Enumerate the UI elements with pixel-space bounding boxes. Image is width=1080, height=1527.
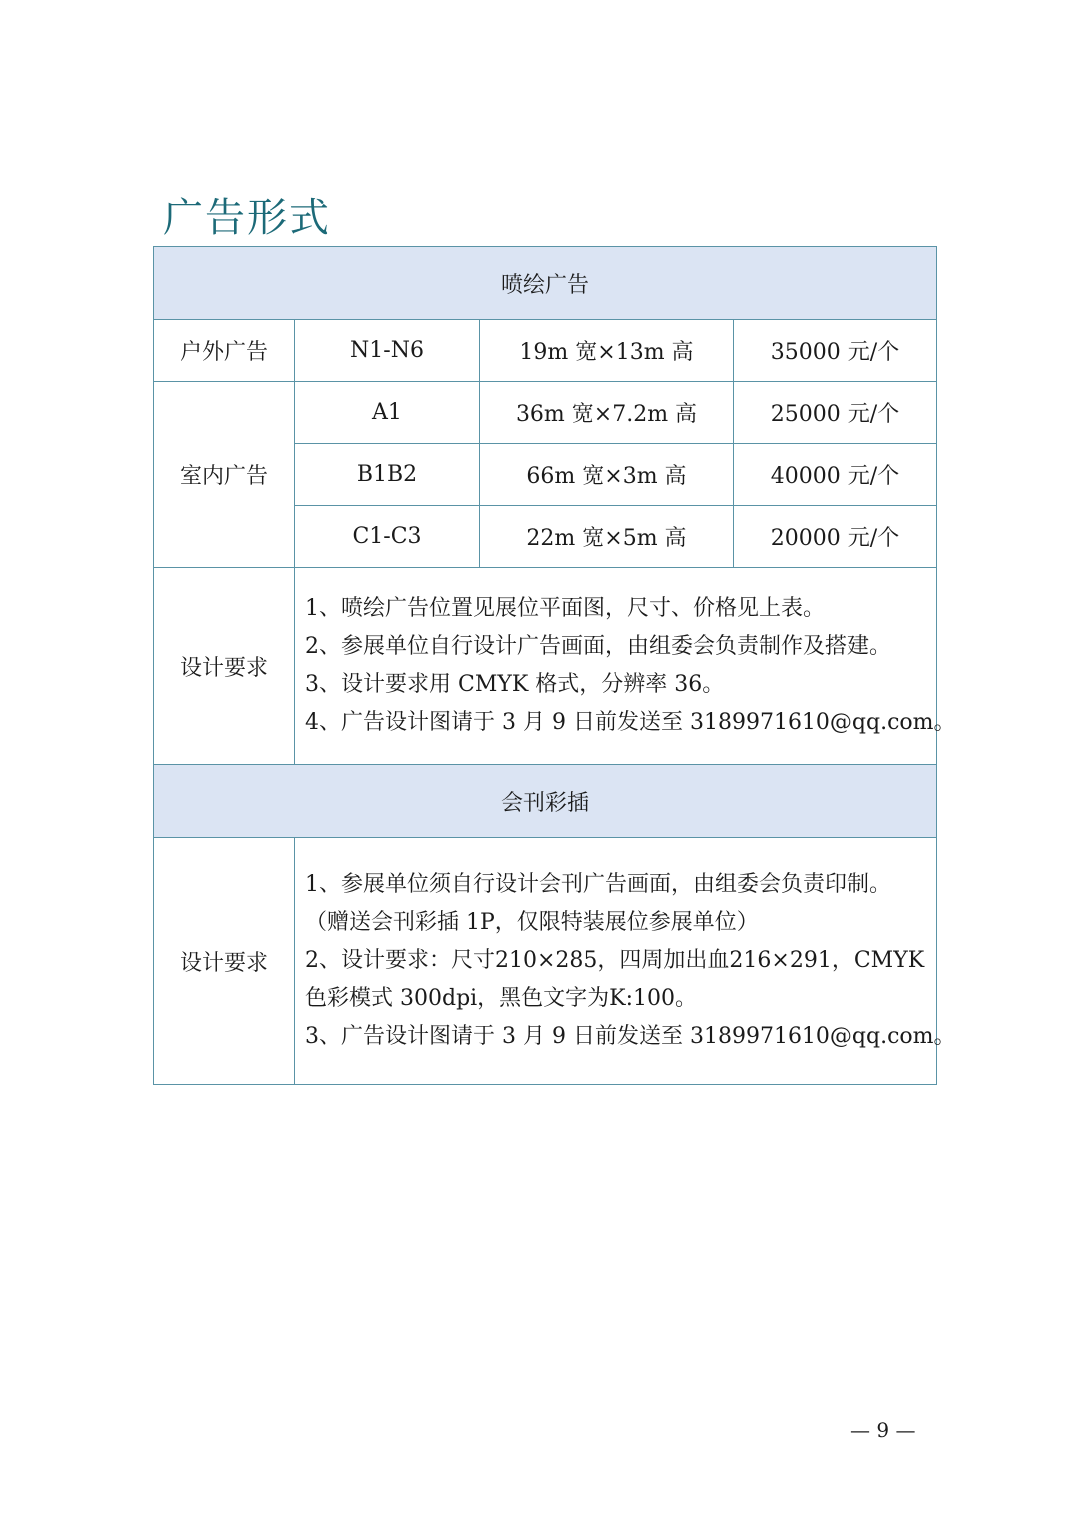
magazine-header-cell: 会刊彩插 bbox=[154, 765, 937, 838]
spray-design-requirements bbox=[295, 568, 956, 765]
magazine-design-requirements bbox=[295, 838, 956, 1085]
ad-price: 25000 元/个 bbox=[734, 382, 937, 444]
requirement-line: 3、广告设计图请于 3 月 9 日前发送至 3189971610@qq.com。 bbox=[305, 1024, 956, 1049]
table-row bbox=[154, 838, 937, 1085]
ad-size: 19m 宽×13m 高 bbox=[480, 320, 734, 382]
table-row bbox=[154, 382, 937, 444]
ad-size: 36m 宽×7.2m 高 bbox=[480, 382, 734, 444]
ad-code: C1-C3 bbox=[295, 506, 480, 568]
table-row bbox=[154, 320, 937, 382]
ad-size: 66m 宽×3m 高 bbox=[480, 444, 734, 506]
ad-code: B1B2 bbox=[295, 444, 480, 506]
outdoor-label: 户外广告 bbox=[154, 320, 295, 382]
requirement-line: 1、喷绘广告位置见展位平面图，尺寸、价格见上表。 bbox=[305, 596, 825, 621]
advertising-table bbox=[153, 246, 956, 1085]
requirement-line: 3、设计要求用 CMYK 格式，分辨率 36。 bbox=[305, 672, 725, 697]
requirement-line: 1、参展单位须自行设计会刊广告画面，由组委会负责印制。 bbox=[305, 872, 891, 897]
indoor-label: 室内广告 bbox=[154, 382, 295, 568]
ad-code: N1-N6 bbox=[295, 320, 480, 382]
ad-size: 22m 宽×5m 高 bbox=[480, 506, 734, 568]
section-header-spray bbox=[154, 247, 937, 320]
table-row bbox=[154, 568, 937, 765]
magazine-design-label: 设计要求 bbox=[154, 838, 295, 1085]
requirement-line: 2、设计要求：尺寸210×285，四周加出血216×291，CMYK bbox=[305, 948, 925, 973]
requirement-line: 4、广告设计图请于 3 月 9 日前发送至 3189971610@qq.com。 bbox=[305, 710, 956, 735]
spray-design-label: 设计要求 bbox=[154, 568, 295, 765]
page-title: 广告形式 bbox=[163, 195, 331, 241]
ad-code: A1 bbox=[295, 382, 480, 444]
requirement-line: （赠送会刊彩插 1P，仅限特装展位参展单位） bbox=[305, 910, 759, 935]
page-number: — 9 — bbox=[850, 1418, 916, 1442]
ad-price: 35000 元/个 bbox=[734, 320, 937, 382]
section-header-magazine bbox=[154, 765, 937, 838]
ad-price: 40000 元/个 bbox=[734, 444, 937, 506]
spray-header-cell: 喷绘广告 bbox=[154, 247, 937, 320]
requirement-line: 2、参展单位自行设计广告画面，由组委会负责制作及搭建。 bbox=[305, 634, 891, 659]
ad-price: 20000 元/个 bbox=[734, 506, 937, 568]
requirement-line: 色彩模式 300dpi，黑色文字为K:100。 bbox=[305, 986, 698, 1011]
